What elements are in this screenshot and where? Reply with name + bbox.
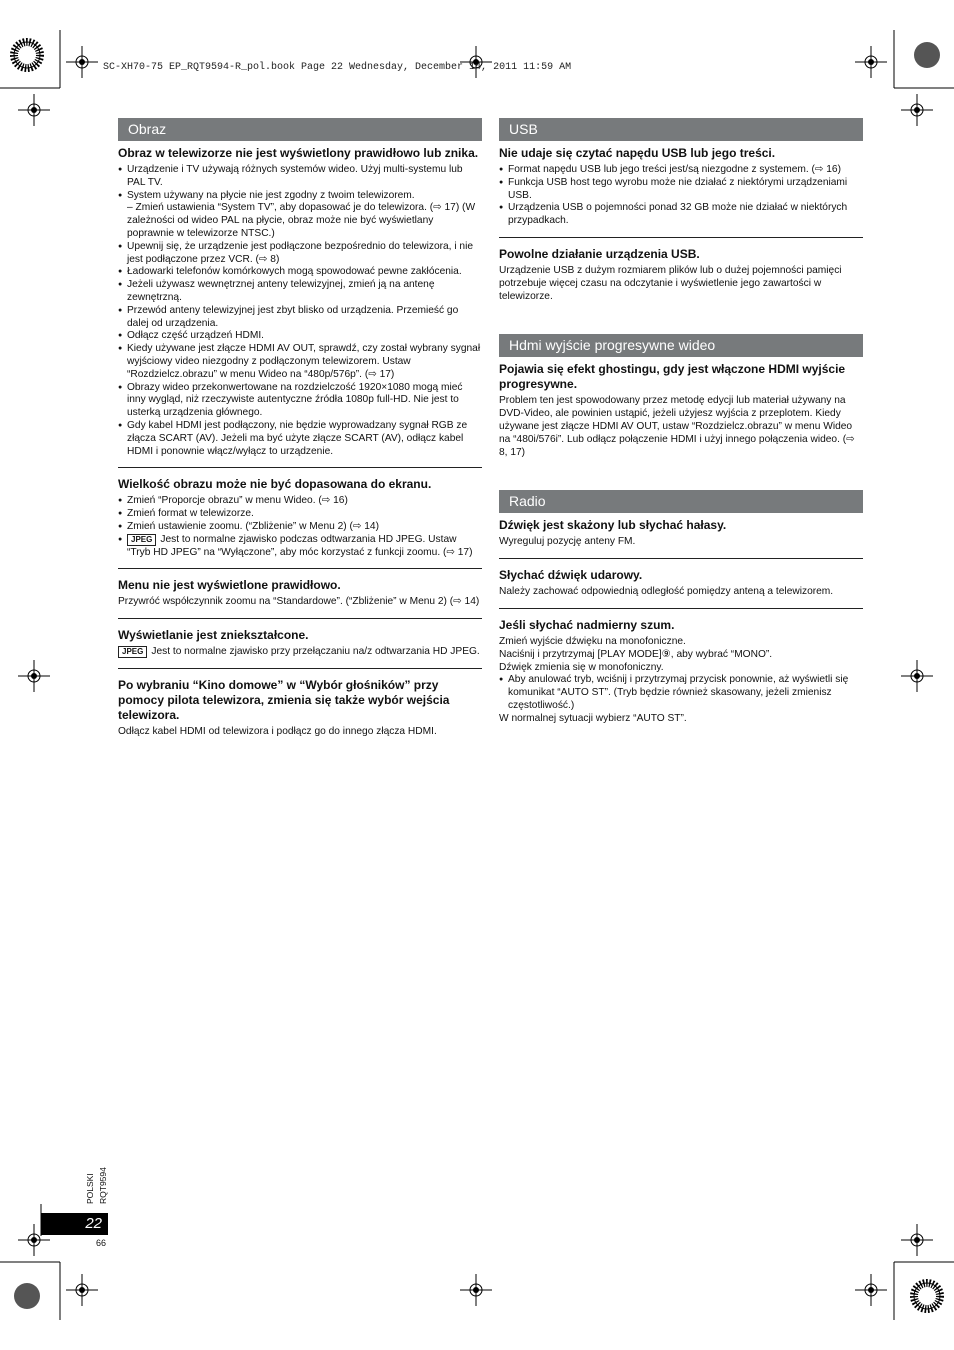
list-item: ● Przewód anteny telewizyjnej jest zbyt blisko od urządzenia. Przemieść go dalej od urządzenia. — [118, 305, 482, 331]
bullet-list — [118, 241, 482, 459]
list-item: ● Aby anulować tryb, wciśnij i przytrzymaj przycisk ponownie, aż wyświetli się komunikat “AUTO ST”. (Tryb będzie również skasowany, jeżeli zmienisz częstotliwość.) — [499, 674, 863, 712]
faq-block — [499, 618, 863, 735]
faq-answer — [118, 646, 482, 659]
faq-question: Powolne działanie urządzenia USB. — [499, 246, 700, 261]
faq-question: Wyświetlanie jest zniekształcone. — [118, 628, 309, 643]
faq-block — [118, 477, 482, 569]
faq-question: Pojawia się efekt ghostingu, gdy jest włączone HDMI wyjście progresywne. — [499, 362, 846, 392]
answer-line: Zmień wyjście dźwięku na monofoniczne. — [499, 635, 686, 647]
faq-question: Wielkość obrazu może nie być dopasowana do ekranu. — [118, 477, 432, 492]
list-item: ● Zmień format w telewizorze. — [118, 508, 482, 521]
faq-answer: Przywróć współczynnik zoomu na “Standardowe”. (“Zbliżenie” w Menu 2) (⇨ 14) — [118, 596, 480, 608]
dash-note: – Zmień ustawienia “System TV”, aby dopasować je do telewizora. (⇨ 17) (W zależności od wideo PAL na płycie, obraz może nie być wyświetlany poprawnie w telewizorze NTSC.) — [127, 202, 476, 239]
list-item: ● Zmień “Proporcje obrazu” w menu Wideo. (⇨ 16) — [118, 495, 482, 508]
list-item: ● System używany na płycie nie jest zgodny z twoim telewizorem. — [118, 190, 482, 203]
list-item: ● Odłącz część urządzeń HDMI. — [118, 330, 482, 343]
faq-answer: Należy zachować odpowiednią odległość pomiędzy anteną a telewizorem. — [499, 586, 834, 598]
faq-answer — [499, 636, 863, 726]
list-item — [118, 534, 482, 560]
file-info-header: SC-XH70-75 EP_RQT9594-R_pol.book Page 22 Wednesday, December 14, 2011 11:59 AM — [103, 62, 572, 73]
faq-block — [499, 146, 863, 238]
faq-answer: Problem ten jest spowodowany przez metodę edycji lub materiał używany na DVD-Video, ale powinien ustąpić, jeżeli użyjesz wyjścia z przeplotem. Kiedy używane jest złącze HDMI AV OUT, ustaw “Rozdzielcz.obrazu” w menu Wideo na “480i/576i”. Lub odłącz połączenie HDMI i użyj innego połączenia wideo. (⇨ 8, 17) — [499, 395, 855, 458]
document-code: RQT9594 — [98, 1167, 108, 1204]
list-item-text: Jest to normalne zjawisko podczas odtwarzania HD JPEG. Ustaw “Tryb HD JPEG” na “Wyłączone”, aby móc korzystać z funkcji zoomu. (⇨ 17) — [127, 533, 473, 558]
faq-question: Menu nie jest wyświetlone prawidłowo. — [118, 578, 341, 593]
faq-question: Jeśli słychać nadmierny szum. — [499, 617, 675, 632]
list-item: ● Kiedy używane jest złącze HDMI AV OUT, sprawdź, czy został wybrany sygnał wyjściowy video niezgodny z podłączonym telewizorem. Ustaw “Rozdzielcz.obrazu” w menu Wideo na “480p/576p”. (⇨ 17) — [118, 343, 482, 381]
faq-answer: Urządzenie USB z dużym rozmiarem plików lub o dużej pojemności pamięci potrzebuje więcej czasu na odczytanie i wyświetlenie jego zawartości w telewizorze. — [499, 264, 842, 302]
faq-answer: Wyreguluj pozycję anteny FM. — [499, 536, 636, 548]
answer-line: W normalnej sytuacji wybierz “AUTO ST”. — [499, 712, 687, 724]
language-label: POLSKI — [85, 1173, 95, 1204]
faq-question: Obraz w telewizorze nie jest wyświetlony prawidłowo lub znika. — [118, 146, 479, 160]
list-item: ● Obrazy wideo przekonwertowane na rozdzielczość 1920×1080 mogą mieć inny wygląd, niż rzeczywiste autentyczne źródła 1080p full-HD. Nie jest to usterką urządzenia głównego. — [118, 382, 482, 420]
faq-answer: Odłącz kabel HDMI od telewizora i podłącz go do innego złącza HDMI. — [118, 725, 437, 737]
section-header-usb: USB — [499, 118, 863, 141]
bullet-list — [118, 495, 482, 559]
list-item: ● Urządzenia USB o pojemności ponad 32 GB może nie działać w niektórych przypadkach. — [499, 202, 863, 228]
faq-block — [499, 518, 863, 559]
bullet-list — [499, 164, 863, 228]
faq-block — [118, 146, 482, 468]
faq-question: Nie udaje się czytać napędu USB lub jego treści. — [499, 146, 776, 160]
bullet-list — [118, 164, 482, 202]
list-item: ● Funkcja USB host tego wyrobu może nie działać z niektórymi urządzeniami USB. — [499, 177, 863, 203]
bullet-list — [499, 674, 863, 712]
right-column — [499, 118, 863, 744]
section-header-radio: Radio — [499, 490, 863, 513]
faq-block — [499, 247, 863, 312]
faq-block — [499, 362, 863, 468]
page-number: 22 — [41, 1213, 108, 1235]
faq-question: Słychać dźwięk udarowy. — [499, 568, 643, 583]
faq-block — [118, 678, 482, 748]
left-column — [118, 118, 482, 757]
jpeg-tag: JPEG — [127, 534, 156, 546]
list-item: ● Upewnij się, że urządzenie jest podłączone bezpośrednio do telewizora, i nie jest podłączone przez VCR. (⇨ 8) — [118, 241, 482, 267]
section-header-obraz: Obraz — [118, 118, 482, 141]
faq-block — [118, 628, 482, 669]
section-header-hdmi: Hdmi wyjście progresywne wideo — [499, 334, 863, 357]
answer-line: Dźwięk zmienia się w monofoniczny. — [499, 661, 664, 673]
list-item: ● Jeżeli używasz wewnętrznej anteny telewizyjnej, zmień ją na antenę zewnętrzną. — [118, 279, 482, 305]
list-item: ● Gdy kabel HDMI jest podłączony, nie będzie wyprowadzany sygnał RGB ze złącza SCART (AV). Jeżeli ma być użyte złącze SCART (AV), odłącz kabel HDMI i ponownie włącz/wyłącz to urządzenie. — [118, 420, 482, 458]
faq-question: Po wybraniu “Kino domowe” w “Wybór głośników” przy pomocy pilota telewizora, zmienia się także wybór wejścia telewizora. — [118, 677, 450, 722]
answer-line: Naciśnij i przytrzymaj [PLAY MODE]⑨, aby wybrać “MONO”. — [499, 648, 773, 660]
list-item: ● Ładowarki telefonów komórkowych mogą spowodować pewne zakłócenia. — [118, 266, 482, 279]
answer-text: Jest to normalne zjawisko przy przełączaniu na/z odtwarzania HD JPEG. — [151, 646, 480, 658]
jpeg-tag: JPEG — [118, 646, 147, 658]
list-item: ● Urządzenie i TV używają różnych systemów wideo. Użyj multi-systemu lub PAL TV. — [118, 164, 482, 190]
faq-question: Dźwięk jest skażony lub słychać hałasy. — [499, 518, 727, 533]
list-item: ● Format napędu USB lub jego treści jest/są niezgodne z systemem. (⇨ 16) — [499, 164, 863, 177]
sheet-number: 66 — [96, 1238, 107, 1248]
list-item: ● Zmień ustawienie zoomu. (“Zbliżenie” w Menu 2) (⇨ 14) — [118, 521, 482, 534]
faq-block — [118, 578, 482, 619]
faq-block — [499, 568, 863, 609]
